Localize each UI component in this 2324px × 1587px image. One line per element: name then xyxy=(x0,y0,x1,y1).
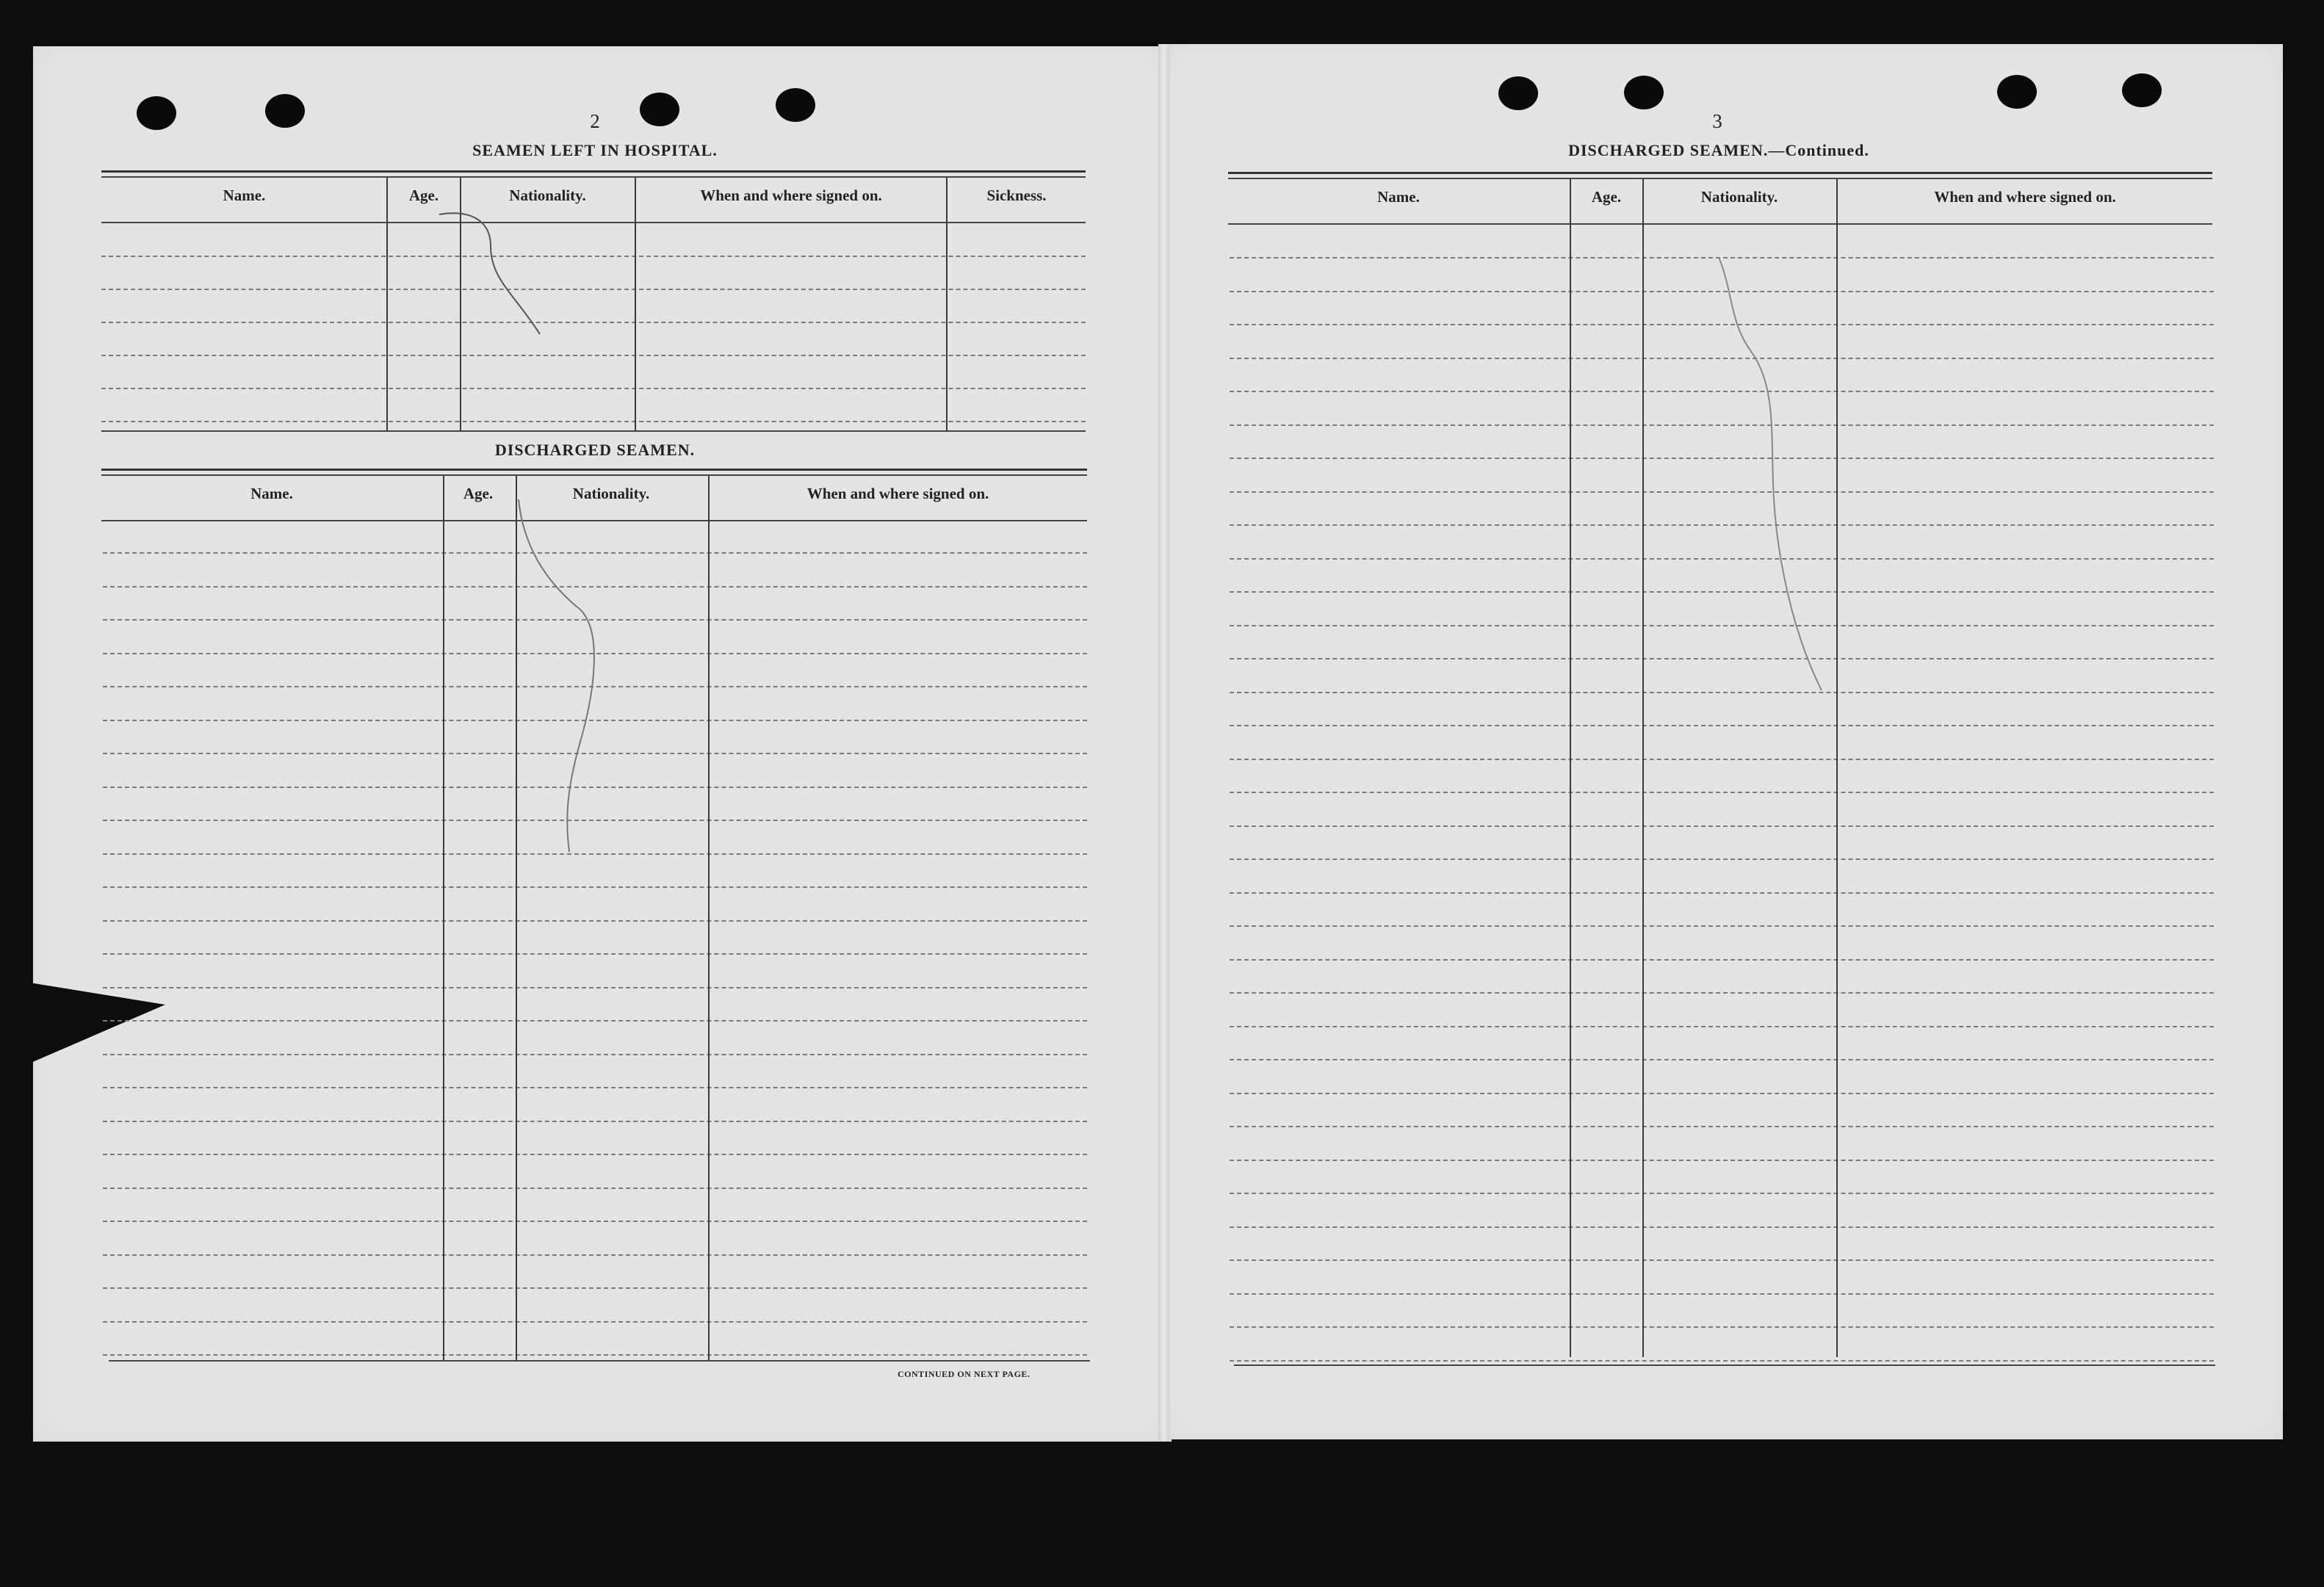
ruled-entry-line xyxy=(103,1254,1087,1256)
paper-tear xyxy=(29,983,165,1063)
continued-col-signed-on: When and where signed on. xyxy=(1934,188,2116,206)
hospital-col-divider xyxy=(635,178,636,430)
discharged-col-divider xyxy=(443,476,444,1360)
ruled-entry-line xyxy=(1230,1360,2214,1362)
hospital-col-name: Name. xyxy=(223,187,266,204)
continued-col-name: Name. xyxy=(1377,188,1420,206)
ruled-entry-line xyxy=(103,653,1087,654)
punch-hole xyxy=(1498,76,1538,110)
ruled-entry-line xyxy=(103,953,1087,955)
continued-table-top-rule-inner xyxy=(1228,178,2212,179)
ruled-entry-line xyxy=(103,987,1087,988)
ruled-entry-line xyxy=(1230,1126,2214,1127)
page-number-left: 2 xyxy=(590,110,600,132)
ruled-entry-line xyxy=(1230,591,2214,593)
ruled-entry-line xyxy=(103,1020,1087,1022)
ruled-entry-line xyxy=(103,1121,1087,1122)
continued-col-divider xyxy=(1570,179,1571,1357)
ruled-entry-line xyxy=(1230,324,2214,325)
ruled-entry-line xyxy=(103,1087,1087,1088)
punch-hole xyxy=(776,88,815,122)
page-number-right: 3 xyxy=(1712,110,1722,132)
ruled-entry-line xyxy=(1230,925,2214,927)
ruled-entry-line xyxy=(1230,1093,2214,1094)
ruled-entry-line xyxy=(1230,424,2214,426)
ruled-entry-line xyxy=(103,1321,1087,1323)
hospital-col-signed-on: When and where signed on. xyxy=(700,187,882,204)
hospital-col-nationality: Nationality. xyxy=(509,187,586,204)
ruled-entry-line xyxy=(103,1187,1087,1189)
ruled-entry-line xyxy=(103,1221,1087,1222)
discharged-table-top-rule xyxy=(101,469,1087,471)
ruled-entry-line xyxy=(101,322,1086,323)
page-gutter xyxy=(1158,44,1170,1442)
discharged-col-divider xyxy=(516,476,517,1360)
ruled-entry-line xyxy=(101,355,1086,356)
ruled-entry-line xyxy=(1230,1259,2214,1261)
ruled-entry-line xyxy=(103,920,1087,922)
continued-col-divider xyxy=(1642,179,1644,1357)
continued-note: CONTINUED ON NEXT PAGE. xyxy=(898,1369,1031,1379)
discharged-col-signed-on: When and where signed on. xyxy=(806,485,989,502)
hospital-table-bottom-rule xyxy=(101,430,1086,432)
ruled-entry-line xyxy=(103,1287,1087,1289)
ruled-entry-line xyxy=(1230,458,2214,459)
ruled-entry-line xyxy=(1230,858,2214,860)
ruled-entry-line xyxy=(101,421,1086,422)
ruled-entry-line xyxy=(1230,1026,2214,1027)
ruled-entry-line xyxy=(1230,358,2214,359)
discharged-col-age: Age. xyxy=(463,485,494,502)
discharged-col-divider xyxy=(708,476,710,1360)
continued-col-divider xyxy=(1836,179,1838,1357)
continued-table-bottom-rule xyxy=(1234,1364,2215,1366)
continued-col-nationality: Nationality. xyxy=(1700,188,1778,206)
continued-col-age: Age. xyxy=(1591,188,1622,206)
continued-table-top-rule xyxy=(1228,172,2212,174)
hospital-col-divider xyxy=(946,178,948,430)
ruled-entry-line xyxy=(1230,792,2214,793)
punch-hole xyxy=(2122,73,2162,107)
ruled-entry-line xyxy=(1230,491,2214,493)
punch-hole xyxy=(1624,76,1664,109)
ruled-entry-line xyxy=(103,886,1087,888)
hospital-table-top-rule-inner xyxy=(101,176,1086,178)
ruled-entry-line xyxy=(103,787,1087,788)
ruled-entry-line xyxy=(101,289,1086,290)
punch-hole xyxy=(640,93,679,126)
discharged-col-nationality: Nationality. xyxy=(572,485,650,502)
ruled-entry-line xyxy=(101,388,1086,389)
discharged-header-rule xyxy=(101,520,1087,521)
continued-header-rule xyxy=(1228,223,2212,225)
hospital-header-rule xyxy=(101,222,1086,223)
hospital-col-age: Age. xyxy=(408,187,439,204)
ruled-entry-line xyxy=(103,686,1087,687)
ruled-entry-line xyxy=(103,1054,1087,1055)
discharged-table-top-rule-inner xyxy=(101,474,1087,476)
hospital-col-divider xyxy=(460,178,461,430)
hospital-col-sickness: Sickness. xyxy=(986,187,1047,204)
ruled-entry-line xyxy=(1230,524,2214,526)
right-page-sheet xyxy=(1159,44,2283,1439)
ruled-entry-line xyxy=(1230,257,2214,259)
discharged-table-bottom-rule xyxy=(109,1360,1090,1362)
ruled-entry-line xyxy=(1230,1326,2214,1328)
ruled-entry-line xyxy=(103,820,1087,821)
ruled-entry-line xyxy=(1230,1193,2214,1194)
ruled-entry-line xyxy=(1230,759,2214,760)
discharged-continued-title: DISCHARGED SEAMEN.—Continued. xyxy=(1568,141,1869,159)
punch-hole xyxy=(1997,75,2037,109)
ruled-entry-line xyxy=(1230,725,2214,726)
ruled-entry-line xyxy=(103,1154,1087,1155)
discharged-col-name: Name. xyxy=(250,485,293,502)
ruled-entry-line xyxy=(1230,625,2214,626)
punch-hole xyxy=(137,96,176,130)
ruled-entry-line xyxy=(101,256,1086,257)
ruled-entry-line xyxy=(1230,291,2214,292)
ruled-entry-line xyxy=(1230,658,2214,659)
ruled-entry-line xyxy=(1230,959,2214,961)
ruled-entry-line xyxy=(1230,692,2214,693)
punch-hole xyxy=(265,94,305,128)
hospital-table-top-rule xyxy=(101,170,1086,173)
ruled-entry-line xyxy=(1230,1059,2214,1060)
discharged-section-title: DISCHARGED SEAMEN. xyxy=(494,441,696,459)
ruled-entry-line xyxy=(1230,1160,2214,1161)
hospital-col-divider xyxy=(386,178,388,430)
ruled-entry-line xyxy=(1230,892,2214,894)
ruled-entry-line xyxy=(1230,825,2214,827)
ruled-entry-line xyxy=(1230,1226,2214,1228)
ruled-entry-line xyxy=(103,552,1087,554)
ruled-entry-line xyxy=(1230,992,2214,994)
ruled-entry-line xyxy=(103,853,1087,855)
hospital-section-title: SEAMEN LEFT IN HOSPITAL. xyxy=(472,141,718,159)
ruled-entry-line xyxy=(103,619,1087,621)
ruled-entry-line xyxy=(103,720,1087,721)
ruled-entry-line xyxy=(103,1354,1087,1356)
ruled-entry-line xyxy=(1230,391,2214,392)
ruled-entry-line xyxy=(1230,1293,2214,1295)
ruled-entry-line xyxy=(103,753,1087,754)
ruled-entry-line xyxy=(103,586,1087,588)
ruled-entry-line xyxy=(1230,558,2214,560)
